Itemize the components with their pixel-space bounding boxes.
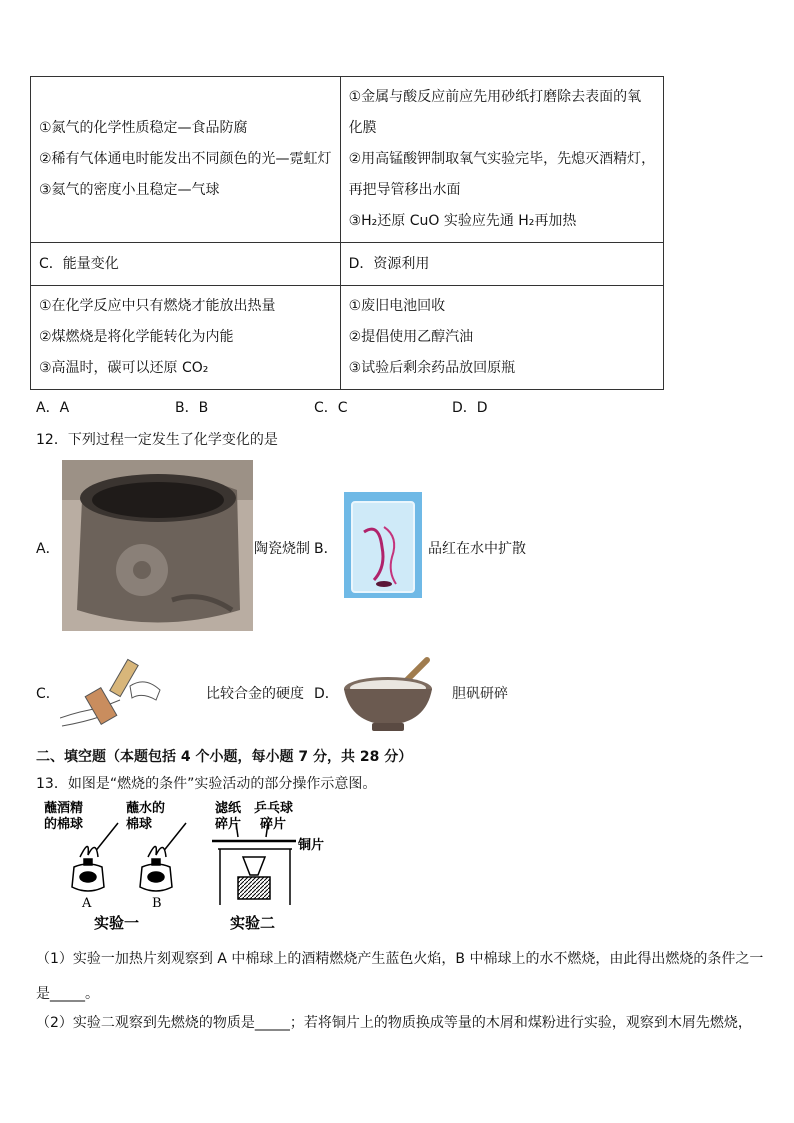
- fig-label-alcohol-1: 蘸酒精: [44, 801, 84, 816]
- pottery-image: [62, 460, 253, 631]
- q12-c-text: 比较合金的硬度: [206, 686, 304, 702]
- q12-stem: 12．下列过程一定发生了化学变化的是: [36, 432, 278, 448]
- q13-part2-line1: （2）实验二观察到先燃烧的物质是_____；若将铜片上的物质换成等量的木屑和煤粉进行实验，观察到木屑先燃烧，: [36, 1015, 752, 1031]
- q13-stem: 13．如图是“燃烧的条件”实验活动的部分操作示意图。: [36, 776, 377, 792]
- fig-label-alcohol-2: 的棉球: [44, 817, 84, 832]
- table-cell-row2-right: D．资源利用: [340, 243, 664, 286]
- fig-label-pingpong-2: 碎片: [260, 817, 287, 832]
- combustion-figure: [40, 797, 340, 937]
- fig-label-b: B: [152, 896, 162, 911]
- table-cell-row1-right: ①金属与酸反应前应先用砂纸打磨除去表面的氧 化膜 ②用高锰酸钾制取氧气实验完毕，先熄灭酒精灯， 再把导管移出水面 ③H₂还原 CuO 实验应先通 H₂再加热: [340, 77, 664, 243]
- fig-label-paper-2: 碎片: [215, 817, 242, 832]
- fig-label-water-2: 棉球: [126, 817, 153, 832]
- q13-part1-line1: （1）实验一加热片刻观察到 A 中棉球上的酒精燃烧产生蓝色火焰，B 中棉球上的水不燃烧，由此得出燃烧的条件之一: [36, 951, 764, 967]
- q12-b-text: 品红在水中扩散: [428, 541, 526, 557]
- beaker-image: [344, 492, 422, 598]
- q12-d-label: D．: [314, 686, 339, 702]
- q12-b-label: B．: [314, 541, 338, 557]
- choice-d: D．D: [452, 400, 488, 416]
- q12-a-label: A．: [36, 541, 60, 557]
- options-table: [30, 76, 664, 390]
- q12-c-label: C．: [36, 686, 60, 702]
- alloy-scratch-image: [60, 656, 166, 732]
- fig-caption-1: 实验一: [94, 914, 140, 932]
- q12-a-text: 陶瓷烧制: [254, 541, 310, 557]
- fig-caption-2: 实验二: [230, 914, 276, 932]
- fig-label-paper-1: 滤纸: [215, 801, 242, 816]
- choice-c: C．C: [314, 400, 348, 416]
- choice-a: A．A: [36, 400, 70, 416]
- table-cell-row3-left: ①在化学反应中只有燃烧才能放出热量 ②煤燃烧是将化学能转化为内能 ③高温时，碳可以还原 CO₂: [31, 286, 341, 390]
- table-cell-row1-left: ①氮气的化学性质稳定—食品防腐 ②稀有气体通电时能发出不同颜色的光—霓虹灯 ③氦气的密度小且稳定—气球: [31, 77, 341, 243]
- fig-label-copper: 铜片: [298, 838, 325, 853]
- table-cell-row2-left: C．能量变化: [31, 243, 341, 286]
- q12-d-text: 胆矾研碎: [452, 686, 508, 702]
- table-cell-row3-right: ①废旧电池回收 ②提倡使用乙醇汽油 ③试验后剩余药品放回原瓶: [340, 286, 664, 390]
- fig-label-a: A: [82, 896, 92, 911]
- fig-label-pingpong-1: 乒乓球: [254, 801, 294, 816]
- section-heading: 二、填空题（本题包括 4 个小题，每小题 7 分，共 28 分）: [36, 749, 413, 765]
- fig-label-water-1: 蘸水的: [126, 801, 166, 816]
- q13-part1-line2: 是_____。: [36, 986, 99, 1002]
- mortar-image: [342, 655, 434, 733]
- choice-b: B．B: [175, 400, 209, 416]
